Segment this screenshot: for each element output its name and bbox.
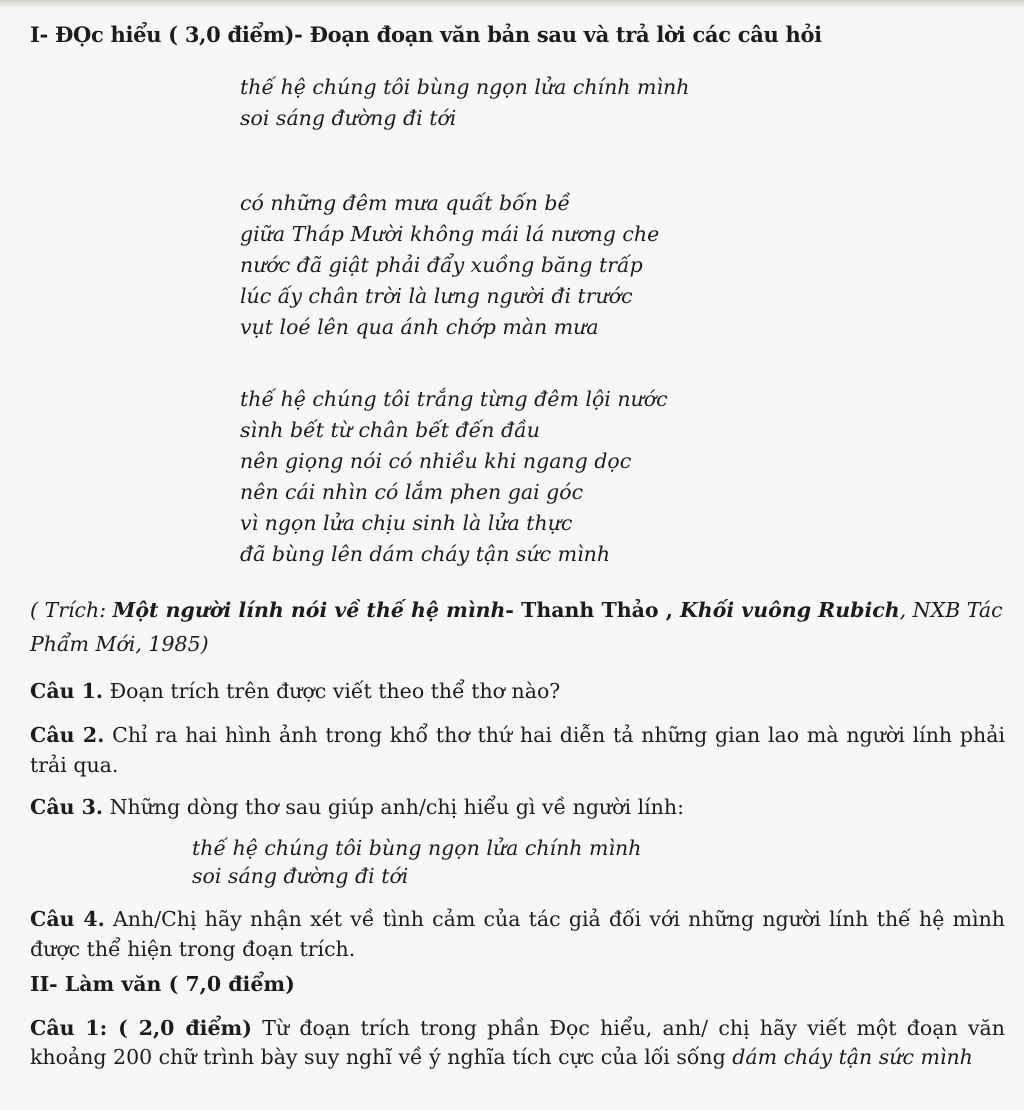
question-number: Câu 1. [30,679,104,703]
poem-line: đã bùng lên dám cháy tận sức mình [240,542,611,566]
question-number: Câu 1: [30,1016,108,1040]
poem-line: thế hệ chúng tôi trắng từng đêm lội nước [240,387,668,411]
question-number: Câu 4. [30,907,105,931]
question-number: Câu 3. [30,795,104,819]
question-text: Đoạn trích trên được viết theo thể thơ nào? [103,679,561,703]
question-text: Chỉ ra hai hình ảnh trong khổ thơ thứ hai diễn tả những gian lao mà người lính phải trải qua. [30,723,1006,777]
poem-line: lúc ấy chân trời là lưng người đi trước [240,284,633,308]
poem-line: giữa Tháp Mười không mái lá nương che [240,222,660,246]
citation-suffix: , NXB Tác Phẩm Mới, 1985) [30,598,1003,656]
quote-line: soi sáng đường đi tới [192,864,409,888]
poem-line: nên giọng nói có nhiều khi ngang dọc [240,449,632,473]
poem-title: Một người lính nói về thế hệ mình [112,598,506,622]
source-citation [30,593,1005,661]
poem-line: có những đêm mưa quất bốn bề [240,191,571,215]
citation-prefix: ( Trích: [30,598,113,622]
question-points: ( 2,0 điểm) [107,1016,252,1040]
poem-stanza-1 [240,72,689,134]
question-text: Từ đoạn trích trong phần Đọc hiểu, anh/ chị hãy viết một đoạn văn khoảng 200 chữ trình bày suy nghĩ về ý nghĩa tích cực của lối sống [30,1016,1005,1069]
author-name: - Thanh Thảo , [505,598,680,622]
question-1 [30,676,1005,706]
question-emphasis: dám cháy tận sức mình [732,1045,973,1069]
poem-line: soi sáng đường đi tới [240,106,457,130]
poem-line: vì ngọn lửa chịu sinh là lửa thực [240,511,573,535]
question-3-quote [192,834,641,890]
question-text: Những dòng thơ sau giúp anh/chị hiểu gì về người lính: [103,795,684,819]
section-2-heading: II- Làm văn ( 7,0 điểm) [30,972,295,996]
collection-title: Khối vuông Rubich [679,598,900,622]
poem-stanza-3 [240,384,668,570]
poem-stanza-2 [240,188,659,343]
poem-line: vụt loé lên qua ánh chớp màn mưa [240,315,599,339]
poem-line: nên cái nhìn có lắm phen gai góc [240,480,584,504]
question-4 [30,904,1005,964]
quote-line: thế hệ chúng tôi bùng ngọn lửa chính mình [192,836,642,860]
poem-line: sình bết từ chân bết đến đầu [240,418,540,442]
poem-line: nước đã giật phải đẩy xuồng băng trấp [240,253,643,277]
question-number: Câu 2. [30,723,105,747]
question-2 [30,720,1005,780]
writing-question-1 [30,1014,1005,1072]
section-1-heading: I- ĐỌc hiểu ( 3,0 điểm)- Đoạn đoạn văn bản sau và trả lời các câu hỏi [30,22,822,47]
question-3 [30,792,1005,822]
question-text: Anh/Chị hãy nhận xét về tình cảm của tác giả đối với những người lính thế hệ mình được thể hiện trong đoạn trích. [30,907,1005,961]
top-edge [0,0,1024,8]
poem-line: thế hệ chúng tôi bùng ngọn lửa chính mình [240,75,690,99]
